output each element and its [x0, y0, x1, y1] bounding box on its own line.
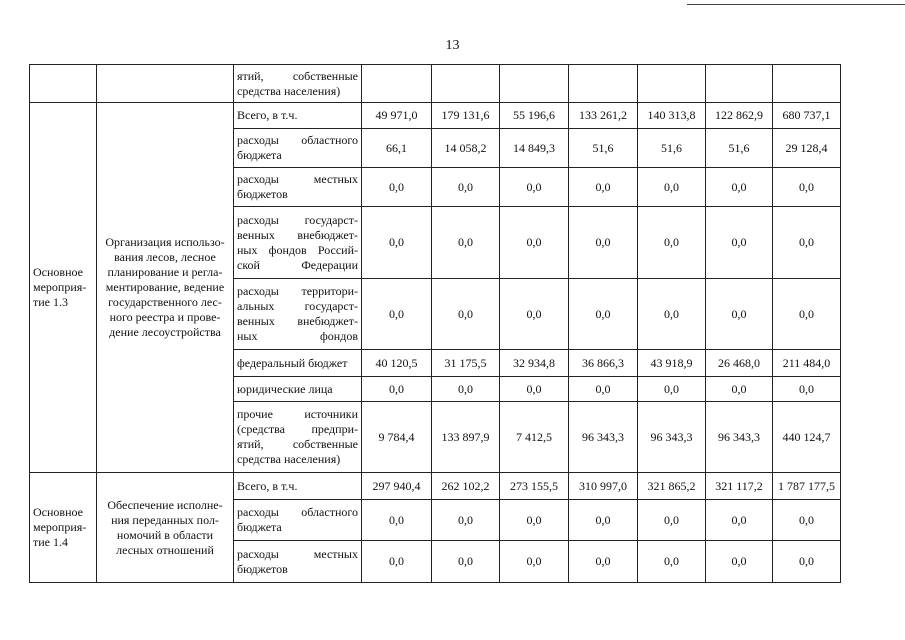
measure-label: Основное мероприя- тие 1.4: [30, 473, 97, 583]
value-cell: 31 175,5: [432, 350, 500, 377]
source-line: альных государст-: [237, 299, 358, 313]
value-cell: 0,0: [500, 500, 569, 541]
source-line: бюджета: [237, 520, 282, 534]
value-cell: 0,0: [773, 279, 841, 350]
value-cell: 0,0: [362, 500, 432, 541]
value-cell: 36 866,3: [569, 350, 638, 377]
value-cell: 0,0: [638, 207, 706, 279]
value-cell: 321 865,2: [638, 473, 706, 500]
value-cell: 0,0: [569, 279, 638, 350]
value-cell: 0,0: [569, 168, 638, 207]
value-cell: 0,0: [432, 541, 500, 583]
source-cell: [234, 65, 362, 103]
source-cell: Всего, в т.ч.: [234, 473, 362, 500]
value-cell: 0,0: [773, 541, 841, 583]
source-line: средства населения): [237, 83, 341, 98]
value-cell: 440 124,7: [773, 402, 841, 473]
funding-table: [29, 64, 841, 583]
source-line: расходы местных: [237, 546, 358, 561]
value-cell: 96 343,3: [706, 402, 773, 473]
measure-label: Основное мероприя- тие 1.3: [30, 103, 97, 473]
value-cell: 0,0: [706, 377, 773, 402]
value-cell: 40 120,5: [362, 350, 432, 377]
value-cell: 0,0: [432, 168, 500, 207]
value-cell: 66,1: [362, 129, 432, 168]
value-cell: [432, 65, 500, 103]
source-line: расходы областного: [237, 133, 358, 147]
value-cell: 0,0: [569, 541, 638, 583]
source-cell: [234, 129, 362, 168]
value-cell: 51,6: [569, 129, 638, 168]
table-row: [30, 103, 841, 129]
value-cell: 140 313,8: [638, 103, 706, 129]
value-cell: 0,0: [500, 541, 569, 583]
value-cell: 0,0: [432, 207, 500, 279]
source-line: расходы территори-: [237, 284, 358, 298]
value-cell: 43 918,9: [638, 350, 706, 377]
value-cell: 0,0: [638, 377, 706, 402]
value-cell: 0,0: [500, 207, 569, 279]
source-cell: Всего, в т.ч.: [234, 103, 362, 129]
value-cell: 133 261,2: [569, 103, 638, 129]
value-cell: 0,0: [500, 168, 569, 207]
source-line: расходы областного: [237, 505, 358, 519]
table-body: [30, 65, 841, 583]
source-cell: [234, 402, 362, 473]
value-cell: 49 971,0: [362, 103, 432, 129]
value-cell: 0,0: [432, 279, 500, 350]
value-cell: 262 102,2: [432, 473, 500, 500]
value-cell: 29 128,4: [773, 129, 841, 168]
value-cell: 32 934,8: [500, 350, 569, 377]
value-cell: 0,0: [432, 377, 500, 402]
value-cell: 0,0: [432, 500, 500, 541]
value-cell: 680 737,1: [773, 103, 841, 129]
value-cell: 0,0: [706, 279, 773, 350]
value-cell: 0,0: [569, 207, 638, 279]
source-line: бюджетов: [237, 561, 288, 576]
value-cell: 9 784,4: [362, 402, 432, 473]
value-cell: 1 787 177,5: [773, 473, 841, 500]
value-cell: 0,0: [706, 207, 773, 279]
source-line: ных фондов: [237, 329, 358, 343]
value-cell: 0,0: [569, 500, 638, 541]
value-cell: 0,0: [638, 279, 706, 350]
value-cell: 96 343,3: [638, 402, 706, 473]
source-cell: [234, 207, 362, 279]
value-cell: 0,0: [362, 279, 432, 350]
value-cell: 96 343,3: [569, 402, 638, 473]
source-line: (средства предпри-: [237, 422, 358, 436]
source-line: ской Федерации: [237, 257, 358, 272]
value-cell: [773, 65, 841, 103]
source-line: ных фондов Россий-: [237, 242, 358, 257]
value-cell: 0,0: [569, 377, 638, 402]
value-cell: [706, 65, 773, 103]
value-cell: 321 117,2: [706, 473, 773, 500]
value-cell: 0,0: [706, 168, 773, 207]
source-cell: [234, 541, 362, 583]
source-line: ятий, собственные: [237, 68, 358, 83]
value-cell: 0,0: [638, 500, 706, 541]
source-line: венных внебюджет-: [237, 227, 358, 242]
measure-cell-empty: [30, 65, 97, 103]
value-cell: 14 058,2: [432, 129, 500, 168]
value-cell: 0,0: [362, 541, 432, 583]
value-cell: 0,0: [500, 279, 569, 350]
page-number: 13: [445, 38, 460, 53]
value-cell: 297 940,4: [362, 473, 432, 500]
value-cell: 133 897,9: [432, 402, 500, 473]
value-cell: 0,0: [638, 541, 706, 583]
value-cell: 14 849,3: [500, 129, 569, 168]
value-cell: [500, 65, 569, 103]
value-cell: 0,0: [706, 500, 773, 541]
source-cell: [234, 279, 362, 350]
top-rule: [687, 4, 905, 5]
value-cell: 51,6: [706, 129, 773, 168]
source-line: расходы государст-: [237, 212, 358, 227]
value-cell: 310 997,0: [569, 473, 638, 500]
value-cell: 0,0: [362, 168, 432, 207]
value-cell: 211 484,0: [773, 350, 841, 377]
measure-description: Организация использо- вания лесов, лесное планирование и регла- ментирование, ведение государственного лес- ного реестра и прове- дение лесоустройства: [97, 103, 234, 473]
value-cell: 0,0: [638, 168, 706, 207]
source-line: прочие источники: [237, 407, 358, 421]
value-cell: 0,0: [773, 377, 841, 402]
source-cell: [234, 500, 362, 541]
source-line: бюджета: [237, 148, 282, 162]
value-cell: [638, 65, 706, 103]
value-cell: 0,0: [362, 207, 432, 279]
value-cell: 55 196,6: [500, 103, 569, 129]
value-cell: 0,0: [500, 377, 569, 402]
value-cell: 26 468,0: [706, 350, 773, 377]
source-line: венных внебюджет-: [237, 314, 358, 328]
value-cell: 7 412,5: [500, 402, 569, 473]
source-line: средства населения): [237, 452, 341, 466]
value-cell: 0,0: [706, 541, 773, 583]
value-cell: [569, 65, 638, 103]
source-cell: [234, 168, 362, 207]
value-cell: 0,0: [773, 168, 841, 207]
value-cell: 122 862,9: [706, 103, 773, 129]
measure-description: Обеспечение исполне- ния переданных пол- номочий в области лесных отношений: [97, 473, 234, 583]
value-cell: 0,0: [773, 500, 841, 541]
source-cell: федеральный бюджет: [234, 350, 362, 377]
source-line: бюджетов: [237, 187, 288, 201]
source-cell: юридические лица: [234, 377, 362, 402]
table-row: [30, 473, 841, 500]
value-cell: 51,6: [638, 129, 706, 168]
description-cell-empty: [97, 65, 234, 103]
source-line: ятий, собственные: [237, 437, 358, 451]
source-line: расходы местных: [237, 172, 358, 186]
value-cell: 0,0: [362, 377, 432, 402]
value-cell: 179 131,6: [432, 103, 500, 129]
value-cell: 273 155,5: [500, 473, 569, 500]
value-cell: [362, 65, 432, 103]
table-row: [30, 65, 841, 103]
value-cell: 0,0: [773, 207, 841, 279]
